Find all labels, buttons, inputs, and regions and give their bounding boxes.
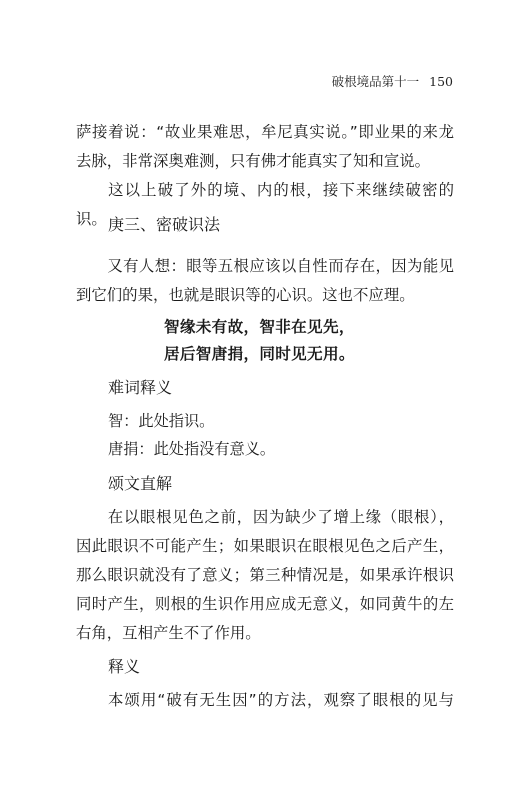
running-header [332, 72, 453, 90]
explanation-heading: 颂文直解 [108, 474, 173, 493]
paragraph-1-line-2: 去脉，非常深奥难测，只有佛才能真实了知和宣说。 [76, 152, 430, 170]
glossary-item-2: 唐捐：此处指没有意义。 [108, 440, 276, 458]
verse-line-1: 智缘未有故，智非在见先， [164, 318, 355, 336]
meaning-heading: 释义 [108, 657, 141, 676]
paragraph-3-line-2: 到它们的果，也就是眼识等的心识。这也不应理。 [76, 286, 415, 304]
paragraph-5-line-1 [76, 686, 454, 715]
paragraph-2-text: 这以上破了外的境、内的根，接下来继续破密的识。 [76, 181, 454, 228]
paragraph-4-line-2: 因此眼识不可能产生；如果眼识在眼根见色之后产生， [76, 537, 454, 555]
paragraph-4-line-1-text: 在以眼根见色之前，因为缺少了增上缘（眼根）， [107, 508, 454, 526]
verse-line-2: 居后智唐捐，同时见无用。 [164, 345, 355, 363]
glossary-item-1: 智：此处指识。 [108, 412, 215, 430]
paragraph-3-line-1 [76, 252, 454, 281]
section-heading: 庚三、密破识法 [108, 215, 221, 234]
paragraph-3-line-1-text: 又有人想：眼等五根应该以自性而存在，因为能见 [107, 257, 454, 275]
paragraph-4-line-4: 同时产生，则根的生识作用应成无意义，如同黄牛的左 [76, 595, 454, 613]
chapter-title: 破根境品第十一 [331, 74, 420, 89]
paragraph-4-line-1 [76, 503, 454, 532]
glossary-heading: 难词释义 [108, 378, 173, 397]
paragraph-5-line-1-text: 本颂用“破有无生因”的方法，观察了眼根的见与 [107, 691, 454, 709]
paragraph-4-line-3: 那么眼识就没有了意义；第三种情况是，如果承许根识 [76, 566, 454, 584]
paragraph-1-line-1: 萨接着说：“故业果难思，牟尼真实说。”即业果的来龙 [76, 123, 454, 141]
page-number: 150 [429, 74, 453, 89]
paragraph-4-line-5: 右角，互相产生不了作用。 [76, 624, 261, 642]
